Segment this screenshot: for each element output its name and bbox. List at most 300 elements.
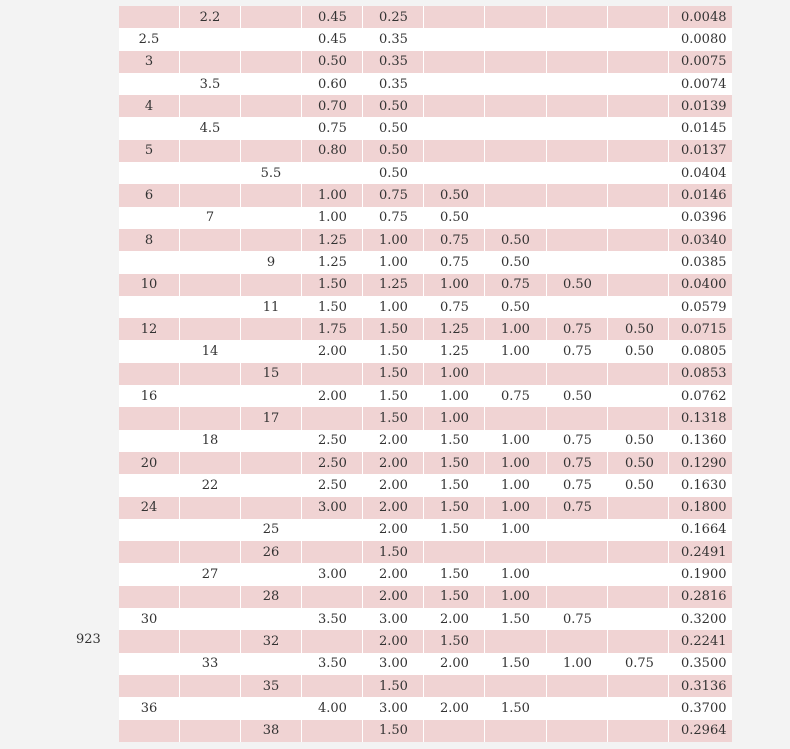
- table-cell: [302, 630, 363, 652]
- table-row: [119, 541, 732, 563]
- table-cell: 0.0385: [669, 251, 733, 273]
- table-cell: [241, 340, 302, 362]
- table-cell: 1.50: [424, 630, 485, 652]
- table-cell: 5.5: [241, 162, 302, 184]
- table-cell: [424, 95, 485, 117]
- table-cell: [547, 519, 608, 541]
- table-cell: 0.1360: [669, 430, 733, 452]
- table-row: [119, 229, 732, 251]
- table-cell: [180, 363, 241, 385]
- table-cell: [241, 73, 302, 95]
- table-cell: 0.50: [363, 117, 424, 139]
- table-cell: [180, 184, 241, 206]
- table-cell: 0.0074: [669, 73, 733, 95]
- table-cell: 0.3500: [669, 653, 733, 675]
- table-cell: 0.35: [363, 28, 424, 50]
- table-cell: [241, 697, 302, 719]
- table-row: [119, 720, 732, 742]
- table-cell: [547, 117, 608, 139]
- table-cell: 1.00: [485, 452, 547, 474]
- table-cell: 2.2: [180, 6, 241, 28]
- table-cell: 1.00: [424, 274, 485, 296]
- table-cell: 2.00: [363, 452, 424, 474]
- table-cell: [180, 452, 241, 474]
- table-cell: 3.00: [302, 563, 363, 585]
- table-cell: 35: [241, 675, 302, 697]
- table-cell: [119, 207, 180, 229]
- table-cell: 26: [241, 541, 302, 563]
- table-cell: [424, 140, 485, 162]
- table-cell: [119, 653, 180, 675]
- table-cell: 0.25: [363, 6, 424, 28]
- table-cell: 4.5: [180, 117, 241, 139]
- table-row: [119, 474, 732, 496]
- table-cell: [608, 563, 669, 585]
- table-cell: 12: [119, 318, 180, 340]
- table-cell: [608, 162, 669, 184]
- table-row: [119, 586, 732, 608]
- table-cell: [608, 117, 669, 139]
- table-cell: 0.75: [424, 296, 485, 318]
- table-cell: [547, 586, 608, 608]
- table-cell: [424, 720, 485, 742]
- table-cell: [424, 675, 485, 697]
- table-cell: 3.50: [302, 653, 363, 675]
- table-cell: [485, 207, 547, 229]
- table-cell: 0.60: [302, 73, 363, 95]
- table-cell: 28: [241, 586, 302, 608]
- table-cell: 0.75: [485, 274, 547, 296]
- table-cell: 0.50: [424, 184, 485, 206]
- table-cell: 0.35: [363, 51, 424, 73]
- table-cell: 0.1800: [669, 497, 733, 519]
- table-cell: [608, 608, 669, 630]
- table-cell: 0.75: [547, 430, 608, 452]
- table-cell: 1.00: [485, 586, 547, 608]
- table-cell: 2.00: [302, 385, 363, 407]
- table-cell: [119, 407, 180, 429]
- table-cell: [608, 697, 669, 719]
- table-cell: 0.0340: [669, 229, 733, 251]
- table-cell: [485, 51, 547, 73]
- table-cell: [485, 363, 547, 385]
- table-cell: 0.0146: [669, 184, 733, 206]
- table-cell: [485, 541, 547, 563]
- table-cell: [180, 140, 241, 162]
- table-cell: 0.0853: [669, 363, 733, 385]
- table-cell: [241, 184, 302, 206]
- table-cell: [485, 720, 547, 742]
- table-cell: [241, 28, 302, 50]
- table-row: [119, 653, 732, 675]
- table-cell: 0.2241: [669, 630, 733, 652]
- table-cell: 0.75: [547, 318, 608, 340]
- table-cell: 2.00: [363, 497, 424, 519]
- table-cell: [302, 720, 363, 742]
- table-cell: [119, 6, 180, 28]
- table-row: [119, 452, 732, 474]
- table-cell: 0.75: [363, 207, 424, 229]
- table-row: [119, 162, 732, 184]
- table-cell: [302, 519, 363, 541]
- table-cell: [241, 497, 302, 519]
- table-cell: 4: [119, 95, 180, 117]
- table-cell: [241, 229, 302, 251]
- table-cell: 0.50: [485, 296, 547, 318]
- table-cell: 6: [119, 184, 180, 206]
- table-cell: 1.50: [302, 274, 363, 296]
- table-cell: 0.1318: [669, 407, 733, 429]
- table-cell: [119, 117, 180, 139]
- table-cell: 9: [241, 251, 302, 273]
- table-cell: [547, 407, 608, 429]
- table-cell: [180, 251, 241, 273]
- table-cell: [424, 162, 485, 184]
- table-cell: [180, 28, 241, 50]
- table-row: [119, 563, 732, 585]
- table-cell: [302, 675, 363, 697]
- table-cell: 1.00: [424, 407, 485, 429]
- table-cell: 1.00: [485, 430, 547, 452]
- table-cell: 25: [241, 519, 302, 541]
- table-cell: [547, 162, 608, 184]
- table-cell: 0.75: [424, 251, 485, 273]
- table-row: [119, 6, 732, 28]
- table-cell: [485, 28, 547, 50]
- table-cell: [119, 519, 180, 541]
- table-cell: [180, 296, 241, 318]
- table-cell: [547, 6, 608, 28]
- table-cell: [302, 363, 363, 385]
- table-cell: [547, 296, 608, 318]
- table-cell: 33: [180, 653, 241, 675]
- table-cell: 0.50: [608, 318, 669, 340]
- table-row: [119, 385, 732, 407]
- table-cell: 2.50: [302, 430, 363, 452]
- table-cell: [424, 117, 485, 139]
- table-cell: 1.50: [363, 318, 424, 340]
- table-row: [119, 95, 732, 117]
- table-cell: [547, 207, 608, 229]
- table-cell: 0.0048: [669, 6, 733, 28]
- table-cell: [180, 497, 241, 519]
- table-cell: [241, 653, 302, 675]
- table-cell: 0.50: [363, 95, 424, 117]
- table-cell: [241, 6, 302, 28]
- table-cell: 0.45: [302, 6, 363, 28]
- table-cell: 1.00: [485, 497, 547, 519]
- table-cell: 2.5: [119, 28, 180, 50]
- page-number: 923: [76, 632, 101, 647]
- table-cell: [302, 586, 363, 608]
- table-cell: 0.0400: [669, 274, 733, 296]
- table-row: [119, 697, 732, 719]
- table-cell: 0.2964: [669, 720, 733, 742]
- table-cell: 0.50: [363, 162, 424, 184]
- table-cell: 1.50: [363, 385, 424, 407]
- table-cell: 0.50: [547, 385, 608, 407]
- table-row: [119, 519, 732, 541]
- table-cell: [608, 363, 669, 385]
- table-cell: [547, 95, 608, 117]
- table-cell: [608, 497, 669, 519]
- table-cell: 1.25: [302, 251, 363, 273]
- table-cell: 0.0139: [669, 95, 733, 117]
- table-cell: 2.00: [424, 653, 485, 675]
- table-cell: [485, 140, 547, 162]
- table-cell: 1.25: [363, 274, 424, 296]
- table-cell: [180, 407, 241, 429]
- table-row: [119, 274, 732, 296]
- table-cell: [180, 385, 241, 407]
- table-cell: [608, 675, 669, 697]
- table-cell: 10: [119, 274, 180, 296]
- table-row: [119, 675, 732, 697]
- table-cell: 30: [119, 608, 180, 630]
- table-cell: 16: [119, 385, 180, 407]
- table-cell: 1.50: [424, 519, 485, 541]
- table-cell: [547, 184, 608, 206]
- table-cell: [119, 340, 180, 362]
- table-row: [119, 207, 732, 229]
- table-cell: [547, 140, 608, 162]
- table-cell: [241, 95, 302, 117]
- table-cell: 5: [119, 140, 180, 162]
- table-row: [119, 340, 732, 362]
- table-cell: 0.50: [608, 474, 669, 496]
- table-cell: 0.75: [547, 452, 608, 474]
- table-cell: [180, 274, 241, 296]
- table-cell: 0.50: [485, 251, 547, 273]
- table-cell: 3.00: [363, 697, 424, 719]
- table-cell: 2.00: [363, 563, 424, 585]
- table-cell: 0.0762: [669, 385, 733, 407]
- table-cell: 1.50: [485, 653, 547, 675]
- table-cell: 27: [180, 563, 241, 585]
- table-cell: 2.00: [363, 474, 424, 496]
- table-cell: 2.00: [363, 630, 424, 652]
- table-cell: 1.50: [302, 296, 363, 318]
- table-cell: [241, 51, 302, 73]
- table-row: [119, 117, 732, 139]
- table-row: [119, 251, 732, 273]
- table-cell: [424, 6, 485, 28]
- table-cell: 0.50: [608, 452, 669, 474]
- table-cell: 0.0579: [669, 296, 733, 318]
- table-cell: [241, 474, 302, 496]
- table-cell: 0.70: [302, 95, 363, 117]
- table-cell: 2.00: [363, 519, 424, 541]
- table-cell: 0.0075: [669, 51, 733, 73]
- table-cell: [608, 541, 669, 563]
- table-row: [119, 184, 732, 206]
- table-cell: [241, 608, 302, 630]
- table-row: [119, 363, 732, 385]
- table-cell: [608, 630, 669, 652]
- table-cell: [180, 675, 241, 697]
- table-cell: [119, 563, 180, 585]
- table-cell: 0.50: [547, 274, 608, 296]
- table-row: [119, 608, 732, 630]
- table-cell: [180, 720, 241, 742]
- table-cell: 0.50: [608, 340, 669, 362]
- table-cell: 17: [241, 407, 302, 429]
- table-cell: 22: [180, 474, 241, 496]
- table-cell: 24: [119, 497, 180, 519]
- table-cell: [608, 140, 669, 162]
- table-cell: [180, 697, 241, 719]
- table-cell: 3.00: [363, 608, 424, 630]
- table-cell: 0.3200: [669, 608, 733, 630]
- table-cell: 1.25: [424, 340, 485, 362]
- table-cell: 0.75: [363, 184, 424, 206]
- table-cell: [241, 117, 302, 139]
- table-cell: [547, 363, 608, 385]
- table-cell: [424, 541, 485, 563]
- table-cell: [180, 229, 241, 251]
- table-cell: [180, 95, 241, 117]
- table-cell: 1.00: [485, 563, 547, 585]
- table-cell: [119, 630, 180, 652]
- table-cell: 1.25: [424, 318, 485, 340]
- table-cell: 0.75: [485, 385, 547, 407]
- table-cell: [608, 385, 669, 407]
- table-cell: 3: [119, 51, 180, 73]
- table-cell: 1.00: [302, 207, 363, 229]
- table-cell: 36: [119, 697, 180, 719]
- table-cell: [608, 73, 669, 95]
- table-cell: [180, 608, 241, 630]
- table-cell: [119, 474, 180, 496]
- table-cell: 2.00: [363, 430, 424, 452]
- table-cell: 2.00: [363, 586, 424, 608]
- table-cell: [608, 229, 669, 251]
- table-cell: [608, 519, 669, 541]
- table-cell: 0.80: [302, 140, 363, 162]
- table-cell: 0.0715: [669, 318, 733, 340]
- table-cell: [180, 318, 241, 340]
- table-cell: [302, 407, 363, 429]
- table-cell: 0.50: [424, 207, 485, 229]
- table-cell: 2.50: [302, 452, 363, 474]
- table-cell: 7: [180, 207, 241, 229]
- table-cell: [119, 73, 180, 95]
- table-cell: 1.50: [363, 720, 424, 742]
- table-cell: [608, 407, 669, 429]
- table-cell: [180, 162, 241, 184]
- table-cell: [241, 207, 302, 229]
- table-cell: 1.00: [302, 184, 363, 206]
- table-cell: 2.50: [302, 474, 363, 496]
- table-cell: [547, 28, 608, 50]
- table-cell: 1.00: [424, 363, 485, 385]
- table-cell: 1.50: [424, 497, 485, 519]
- table-cell: [608, 184, 669, 206]
- table-cell: 1.00: [485, 318, 547, 340]
- table-cell: 2.00: [424, 697, 485, 719]
- table-cell: [547, 697, 608, 719]
- table-cell: 0.35: [363, 73, 424, 95]
- table-row: [119, 497, 732, 519]
- table-cell: [180, 541, 241, 563]
- table-cell: [119, 363, 180, 385]
- table-cell: 0.75: [547, 497, 608, 519]
- table-cell: 1.00: [363, 251, 424, 273]
- table-cell: [180, 630, 241, 652]
- table-row: [119, 296, 732, 318]
- table-cell: 1.50: [363, 407, 424, 429]
- table-cell: [547, 251, 608, 273]
- table-cell: 18: [180, 430, 241, 452]
- table-cell: [119, 430, 180, 452]
- table-cell: [547, 675, 608, 697]
- table-cell: 0.0145: [669, 117, 733, 139]
- table-cell: [547, 541, 608, 563]
- table-cell: 0.0404: [669, 162, 733, 184]
- table-cell: [608, 207, 669, 229]
- table-cell: [485, 675, 547, 697]
- thread-spec-table: [119, 6, 732, 742]
- table-cell: 1.00: [363, 296, 424, 318]
- table-cell: 20: [119, 452, 180, 474]
- table-cell: [180, 519, 241, 541]
- table-cell: 0.1630: [669, 474, 733, 496]
- table-row: [119, 73, 732, 95]
- table-cell: [241, 140, 302, 162]
- table-cell: [180, 51, 241, 73]
- table-cell: [608, 6, 669, 28]
- table-cell: 1.25: [302, 229, 363, 251]
- table-cell: 1.50: [363, 675, 424, 697]
- table-cell: [424, 51, 485, 73]
- table-cell: [608, 251, 669, 273]
- table-cell: 1.00: [485, 474, 547, 496]
- table-cell: 1.50: [485, 697, 547, 719]
- table-cell: 1.50: [485, 608, 547, 630]
- table-cell: 0.0805: [669, 340, 733, 362]
- table-cell: 0.75: [547, 474, 608, 496]
- table-cell: 1.00: [424, 385, 485, 407]
- table-cell: [119, 720, 180, 742]
- table-cell: [241, 430, 302, 452]
- table-cell: [608, 296, 669, 318]
- table-cell: [302, 541, 363, 563]
- table-cell: 0.45: [302, 28, 363, 50]
- table-row: [119, 318, 732, 340]
- table-cell: 38: [241, 720, 302, 742]
- table-row: [119, 630, 732, 652]
- table-cell: 32: [241, 630, 302, 652]
- table-cell: 2.00: [302, 340, 363, 362]
- table-cell: [302, 162, 363, 184]
- table-cell: 8: [119, 229, 180, 251]
- table-cell: [424, 28, 485, 50]
- table-cell: [485, 630, 547, 652]
- table-row: [119, 407, 732, 429]
- table-cell: 0.0396: [669, 207, 733, 229]
- table-cell: 1.00: [485, 340, 547, 362]
- table-cell: 1.50: [363, 541, 424, 563]
- table-cell: [119, 251, 180, 273]
- table-cell: [241, 385, 302, 407]
- table-cell: 0.2816: [669, 586, 733, 608]
- table-cell: 1.00: [363, 229, 424, 251]
- table-cell: 0.50: [363, 140, 424, 162]
- table-cell: [241, 452, 302, 474]
- table-cell: 1.50: [424, 430, 485, 452]
- table-cell: 1.50: [363, 363, 424, 385]
- table-cell: [119, 586, 180, 608]
